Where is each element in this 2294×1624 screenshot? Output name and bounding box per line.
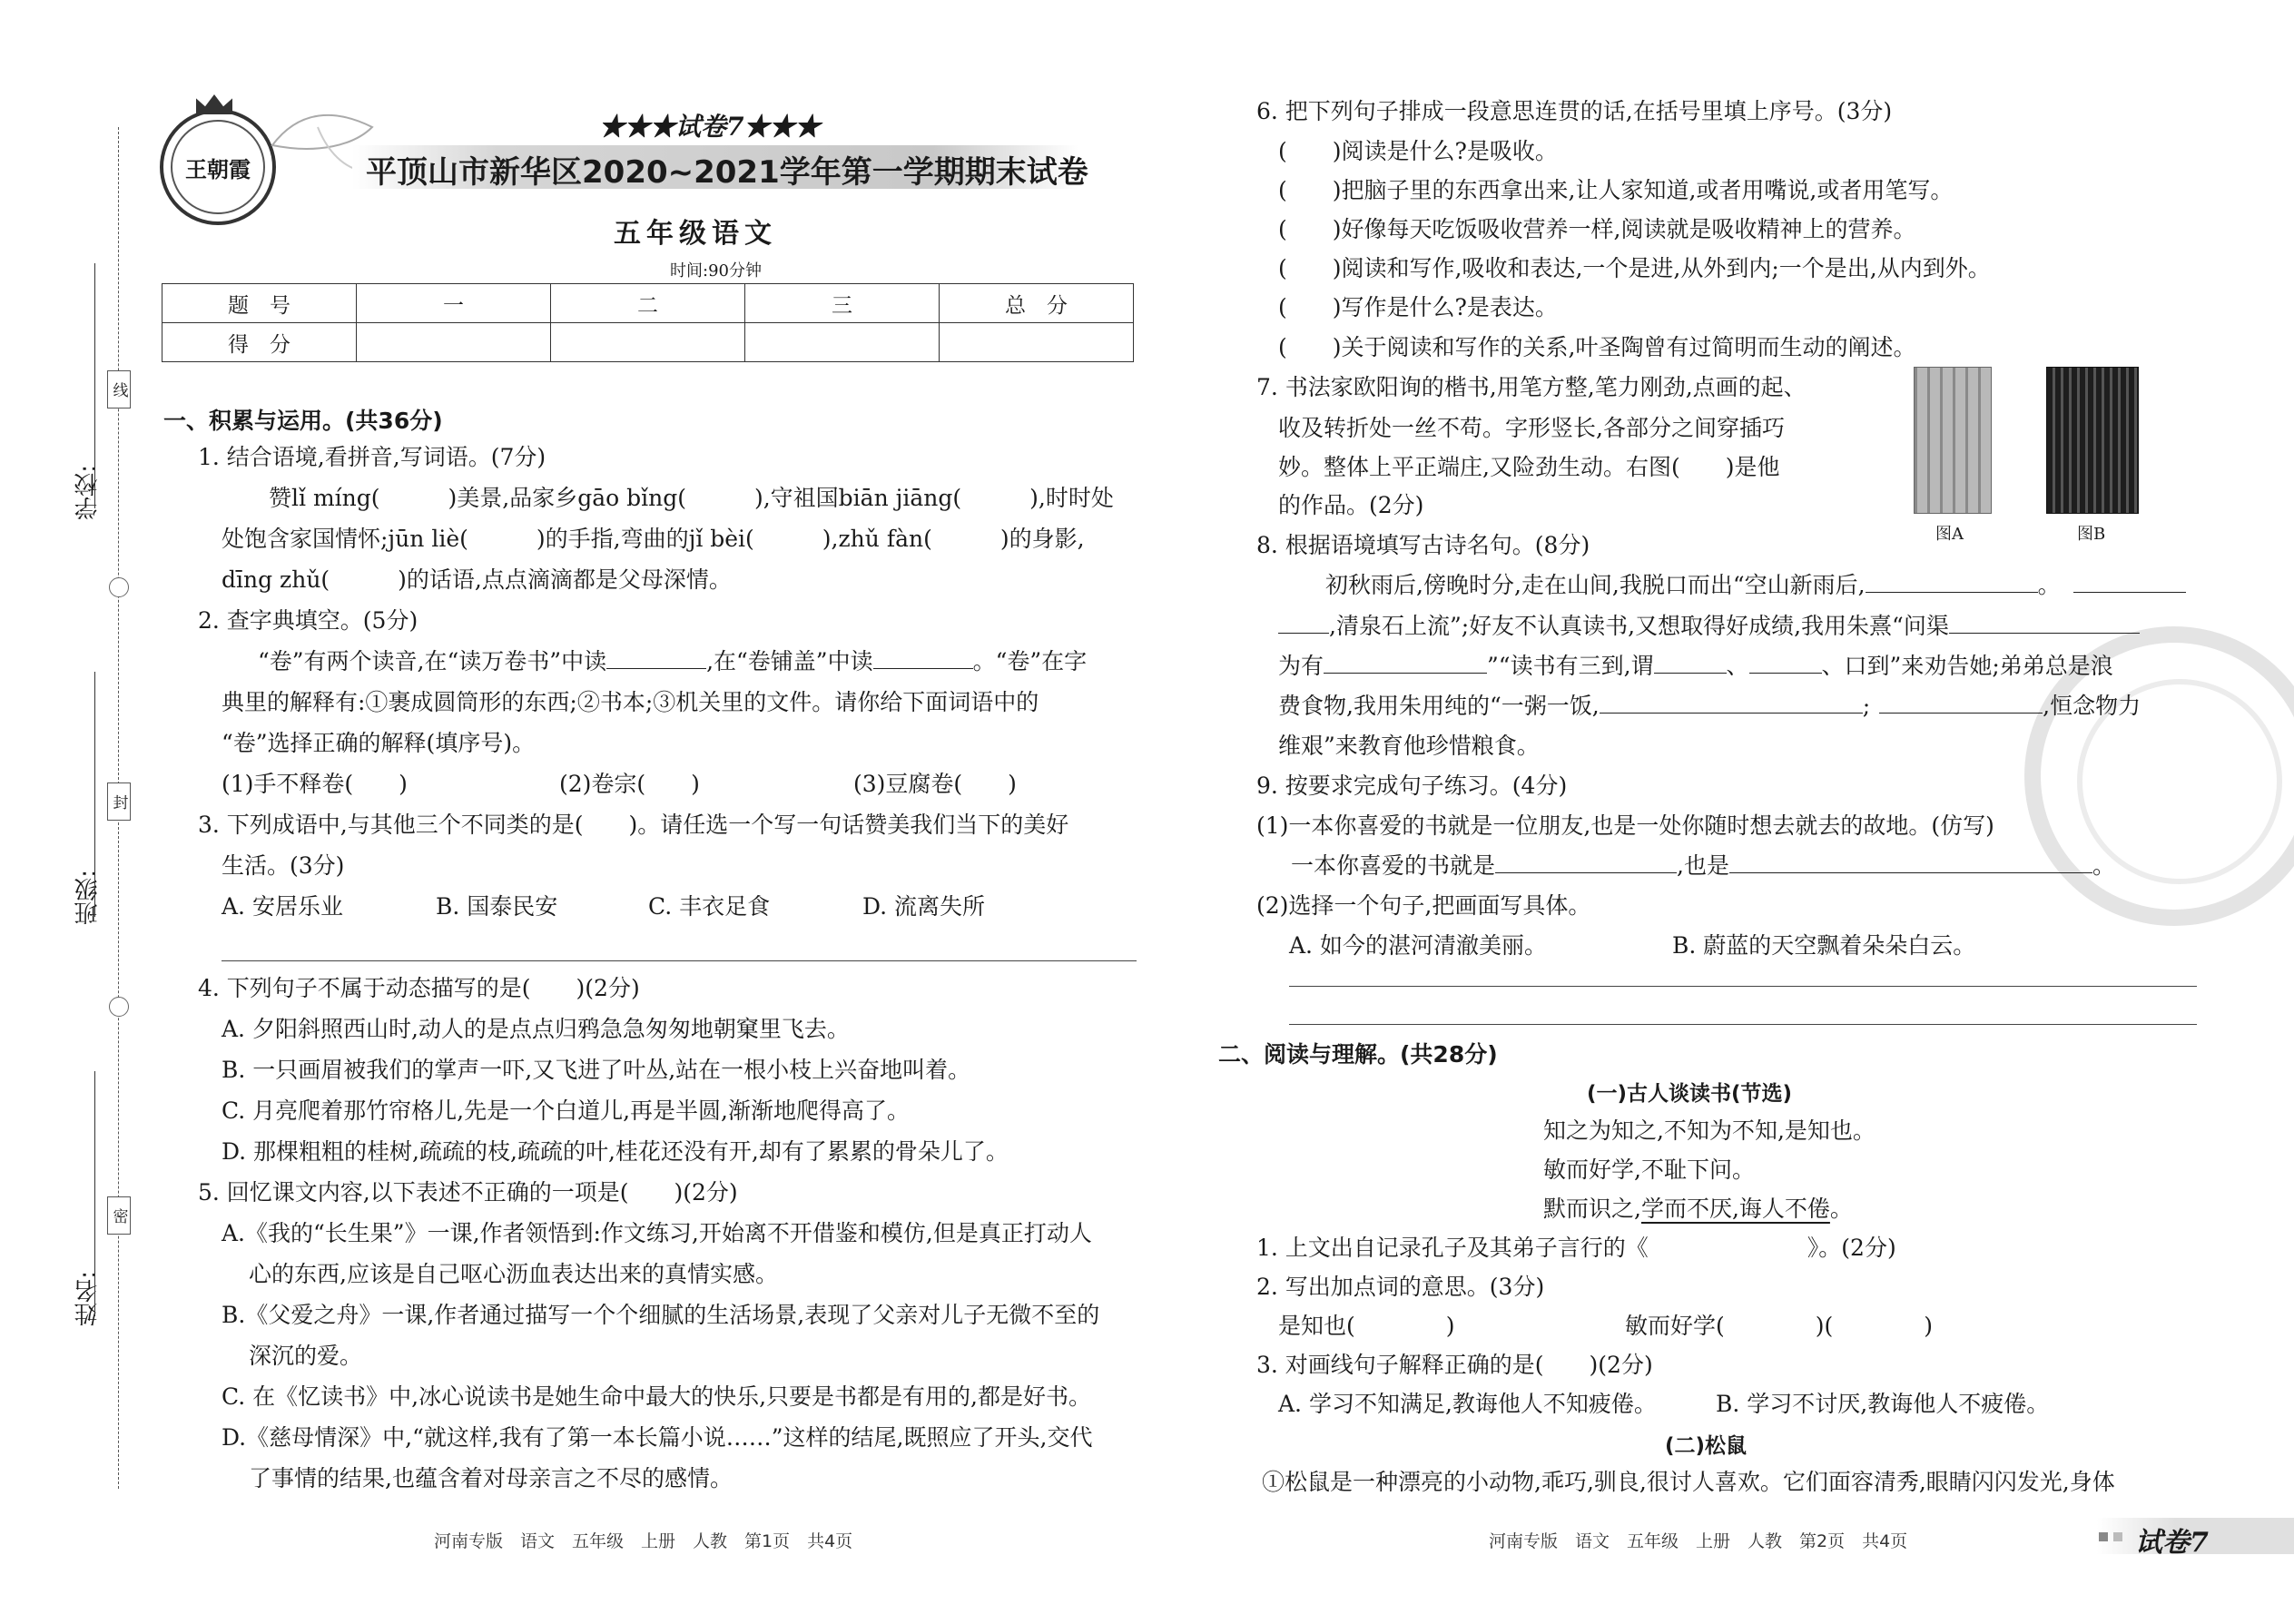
q9-answer-line-2[interactable] bbox=[1289, 1024, 2197, 1025]
q8-line-3-a: 为有 bbox=[1278, 653, 1324, 679]
q7-line-2: 收及转折处一丝不苟。字形竖长,各部分之间穿插巧 bbox=[1278, 415, 1785, 441]
q4-option-b: B. 一只画眉被我们的掌声一吓,又飞进了叶丛,站在一根小枝上兴奋地叫着。 bbox=[222, 1057, 971, 1083]
q2-line-1-a: “卷”有两个读音,在“读万卷书”中读 bbox=[258, 648, 607, 674]
q3-line-2: 生活。(3分) bbox=[222, 852, 345, 879]
seal-mark-seal: 封 bbox=[107, 782, 131, 821]
q3-option-a: A. 安居乐业 bbox=[222, 893, 343, 920]
score-header-cell: 三 bbox=[745, 284, 940, 323]
q5-option-a-2: 心的东西,应该是自己呕心沥血表达出来的真情实感。 bbox=[249, 1261, 778, 1287]
q5-option-b-1: B.《父爱之舟》一课,作者通过描写一个个细腻的生活场景,表现了父亲对儿子无微不至的 bbox=[222, 1302, 1100, 1328]
passage-2-line-1: ①松鼠是一种漂亮的小动物,乖巧,驯良,很讨人喜欢。它们面容清秀,眼睛闪闪发光,身体 bbox=[1262, 1469, 2115, 1495]
q6-item: ( )写作是什么?是表达。 bbox=[1278, 294, 1558, 320]
q1-line-1: 赞lǐ míng( )美景,品家乡gāo bǐng( ),守祖国biān jiāng( ),时时处 bbox=[269, 485, 1114, 511]
q3-answer-line[interactable] bbox=[222, 960, 1137, 961]
reading-q2: 2. 写出加点词的意思。(3分) bbox=[1256, 1274, 1545, 1300]
q2-blank-2[interactable] bbox=[873, 646, 973, 669]
logo-text: 王朝霞 bbox=[171, 120, 265, 214]
q5-option-c: C. 在《忆读书》中,冰心说读书是她生命中最大的快乐,只要是书都是有用的,都是好书。 bbox=[222, 1383, 1091, 1410]
q5-option-d-2: 了事情的结果,也蕴含着对母亲言之不尽的感情。 bbox=[249, 1465, 733, 1491]
score-header-cell: 题 号 bbox=[162, 284, 357, 323]
seal-mark-secret: 密 bbox=[107, 1196, 131, 1235]
name-field-line[interactable] bbox=[94, 1071, 95, 1316]
exam-title: 平顶山市新华区2020~2021学年第一学期期末试卷 bbox=[366, 154, 1088, 191]
q2-line-2: 典里的解释有:①裹成圆筒形的东西;②书本;③机关里的文件。请你给下面词语中的 bbox=[222, 689, 1039, 715]
passage-1-line-3 bbox=[1543, 1194, 1853, 1225]
q2-option-1: (1)手不释卷( ) bbox=[222, 771, 408, 797]
q9-blank-2[interactable] bbox=[1729, 851, 2092, 873]
figure-b-label: 图B bbox=[2077, 525, 2106, 544]
q2-line-1-b: ,在“卷铺盖”中读 bbox=[706, 648, 873, 674]
q2-line-3: “卷”选择正确的解释(填序号)。 bbox=[222, 730, 536, 756]
section-1-heading: 一、积累与运用。(共36分) bbox=[163, 408, 443, 434]
q3-option-b: B. 国泰民安 bbox=[436, 893, 558, 920]
q3-option-d: D. 流离失所 bbox=[862, 893, 986, 920]
q8-line-3-c: 、 bbox=[1726, 653, 1749, 679]
page-tag: 试卷7 bbox=[2135, 1527, 2209, 1559]
q6-item: ( )阅读和写作,吸收和表达,一个是进,从外到内;一个是出,从内到外。 bbox=[1278, 255, 1991, 281]
q4-option-c: C. 月亮爬着那竹帘格儿,先是一个白道儿,再是半圆,渐渐地爬得高了。 bbox=[222, 1097, 910, 1124]
reading-q3-option-a: A. 学习不知满足,教诲他人不知疲倦。 bbox=[1278, 1391, 1657, 1417]
reading-q2-b: 敏而好学( )( ) bbox=[1625, 1313, 1934, 1339]
q8-blank-6[interactable] bbox=[1654, 651, 1727, 674]
subject-title: 五年级语文 bbox=[614, 218, 777, 250]
q8-title: 8. 根据语境填写古诗名句。(8分) bbox=[1256, 532, 1590, 558]
passage-1-line-3-c: 。 bbox=[1829, 1196, 1853, 1222]
binding-ring-1 bbox=[109, 577, 129, 597]
q8-line-4-c: ,恒念物力 bbox=[2043, 693, 2141, 719]
q9-part-1-b: ,也是 bbox=[1677, 852, 1729, 879]
q2-title: 2. 查字典填空。(5分) bbox=[198, 607, 418, 634]
q3-option-c: C. 丰衣足食 bbox=[648, 893, 771, 920]
crown-icon bbox=[196, 94, 232, 114]
q8-blank-7[interactable] bbox=[1749, 651, 1822, 674]
q8-line-4-a: 费食物,我用朱用纯的“一粥一饭, bbox=[1278, 693, 1600, 719]
calligraphy-figure-b bbox=[2046, 367, 2139, 514]
reading-q3: 3. 对画线句子解释正确的是( )(2分) bbox=[1256, 1352, 1653, 1378]
q3-line-1: 3. 下列成语中,与其他三个不同类的是( )。请任选一个写一句话赞美我们当下的美好 bbox=[198, 812, 1069, 838]
q5-option-b-2: 深沉的爱。 bbox=[249, 1343, 363, 1369]
q5-option-a-1: A.《我的“长生果”》一课,作者领悟到:作文练习,开始离不开借鉴和模仿,但是真正打动人 bbox=[222, 1220, 1092, 1246]
q8-blank-1[interactable] bbox=[1866, 570, 2038, 593]
score-cell[interactable] bbox=[551, 323, 745, 362]
q8-line-3-b: ”“读书有三到,谓 bbox=[1487, 653, 1654, 679]
score-header-cell: 一 bbox=[357, 284, 551, 323]
q2-blank-1[interactable] bbox=[606, 646, 706, 669]
reading-q2-a: 是知也( ) bbox=[1278, 1313, 1455, 1339]
reading-q1: 1. 上文出自记录孔子及其弟子言行的《 》。(2分) bbox=[1256, 1235, 1896, 1261]
q2-line-1-c: 。“卷”在字 bbox=[972, 648, 1088, 674]
calligraphy-figure-a bbox=[1914, 367, 1992, 514]
passage-1-line-3-a: 默而识之, bbox=[1543, 1196, 1641, 1222]
score-cell[interactable] bbox=[940, 323, 1134, 362]
binding-ring-2 bbox=[109, 997, 129, 1017]
q8-line-4-b: ; bbox=[1862, 693, 1871, 719]
q2-option-3: (3)豆腐卷( ) bbox=[853, 771, 1017, 797]
score-table bbox=[162, 283, 1134, 362]
q8-blank-3[interactable] bbox=[1278, 611, 1329, 634]
q7-line-4: 的作品。(2分) bbox=[1278, 492, 1424, 518]
exam-time: 时间:90分钟 bbox=[670, 261, 762, 281]
q8-line-2 bbox=[1278, 611, 2140, 642]
q4-option-d: D. 那棵粗粗的桂树,疏疏的枝,疏疏的叶,桂花还没有开,却有了累累的骨朵儿了。 bbox=[222, 1138, 1009, 1165]
passage-2-title: (二)松鼠 bbox=[1665, 1434, 1748, 1458]
q8-blank-4[interactable] bbox=[1949, 611, 2140, 634]
footer-right: 河南专版 语文 五年级 上册 人教 第2页 共4页 bbox=[1489, 1531, 1908, 1551]
score-header-cell: 二 bbox=[551, 284, 745, 323]
q1-title: 1. 结合语境,看拼音,写词语。(7分) bbox=[198, 444, 546, 470]
q9-title: 9. 按要求完成句子练习。(4分) bbox=[1256, 773, 1568, 799]
reading-q3-option-b: B. 学习不讨厌,教诲他人不疲倦。 bbox=[1716, 1391, 2050, 1417]
q1-line-3: dīng zhǔ( )的话语,点点滴滴都是父母深情。 bbox=[222, 566, 732, 593]
q7-line-3: 妙。整体上平正端庄,又险劲生动。右图( )是他 bbox=[1278, 454, 1780, 480]
q4-title: 4. 下列句子不属于动态描写的是( )(2分) bbox=[198, 975, 640, 1001]
q8-blank-8[interactable] bbox=[1600, 691, 1863, 714]
q5-option-d-1: D.《慈母情深》中,“就这样,我有了第一本长篇小说……”这样的结尾,既照应了开头,交代 bbox=[222, 1424, 1093, 1451]
score-cell[interactable] bbox=[745, 323, 940, 362]
q8-line-1: 初秋雨后,傍晚时分,走在山间,我脱口而出“空山新雨后, 。 bbox=[1325, 570, 2186, 601]
passage-1-line-2: 敏而好学,不耻下问。 bbox=[1543, 1156, 1755, 1183]
score-table-score-row bbox=[162, 323, 1134, 362]
class-field-line[interactable] bbox=[94, 672, 95, 917]
q9-blank-1[interactable] bbox=[1495, 851, 1677, 873]
q6-item: ( )关于阅读和写作的关系,叶圣陶曾有过简明而生动的阐述。 bbox=[1278, 334, 1916, 360]
score-header-cell: 总 分 bbox=[940, 284, 1134, 323]
footer-left: 河南专版 语文 五年级 上册 人教 第1页 共4页 bbox=[434, 1531, 853, 1551]
page-tag-square-icon bbox=[2113, 1532, 2122, 1541]
passage-1-title: (一)古人谈读书(节选) bbox=[1587, 1082, 1793, 1106]
q8-blank-9[interactable] bbox=[1879, 691, 2043, 714]
school-label: 学校: bbox=[74, 465, 102, 520]
passage-1-line-1: 知之为知之,不知为不知,是知也。 bbox=[1543, 1117, 1876, 1144]
passage-1-underlined-sentence: 学而不厌,诲人不倦 bbox=[1640, 1196, 1830, 1222]
q8-line-5: 维艰”来教育他珍惜粮食。 bbox=[1278, 733, 1540, 759]
score-row-label: 得 分 bbox=[162, 323, 357, 362]
q5-title: 5. 回忆课文内容,以下表述不正确的一项是( )(2分) bbox=[198, 1179, 738, 1206]
school-field-line[interactable] bbox=[94, 263, 95, 508]
figure-a-label: 图A bbox=[1935, 525, 1964, 544]
q4-option-a: A. 夕阳斜照西山时,动人的是点点归鸦急急匆匆地朝窠里飞去。 bbox=[222, 1016, 850, 1042]
seal-mark-line: 线 bbox=[107, 370, 131, 408]
q9-part-1: (1)一本你喜爱的书就是一位朋友,也是一处你随时想去就去的故地。(仿写) bbox=[1256, 812, 1994, 839]
q9-part-1-answer: 一本你喜爱的书就是 ,也是 。 bbox=[1291, 852, 2115, 879]
name-label: 姓名: bbox=[74, 1271, 102, 1326]
q8-line-1-text: 初秋雨后,傍晚时分,走在山间,我脱口而出“空山新雨后, bbox=[1325, 572, 1866, 598]
q8-line-2-text: ,清泉石上流”;好友不认真读书,又想取得好成绩,我用朱熹“问渠 bbox=[1329, 613, 1949, 639]
q9-part-1-a: 一本你喜爱的书就是 bbox=[1291, 852, 1496, 879]
q7-line-1: 7. 书法家欧阳询的楷书,用笔方整,笔力刚劲,点画的起、 bbox=[1256, 374, 1807, 400]
q6-item: ( )把脑子里的东西拿出来,让人家知道,或者用嘴说,或者用笔写。 bbox=[1278, 177, 1954, 203]
section-2-heading: 二、阅读与理解。(共28分) bbox=[1218, 1041, 1498, 1068]
q2-line-1 bbox=[258, 646, 1087, 677]
q8-line-4 bbox=[1278, 691, 2141, 722]
page-tag-square-icon bbox=[2099, 1532, 2108, 1541]
q6-item: ( )阅读是什么?是吸收。 bbox=[1278, 138, 1558, 164]
publisher-logo bbox=[160, 109, 276, 225]
score-cell[interactable] bbox=[357, 323, 551, 362]
q2-option-2: (2)卷宗( ) bbox=[559, 771, 700, 797]
q1-line-2: 处饱含家国情怀;jūn liè( )的手指,弯曲的jǐ bèi( ),zhǔ fàn( )的身影, bbox=[222, 526, 1085, 552]
q8-line-3-d: 、口到”来劝告她;弟弟总是浪 bbox=[1821, 653, 2113, 679]
q9-answer-line-1[interactable] bbox=[1289, 986, 2197, 987]
q8-blank-2[interactable] bbox=[2073, 570, 2186, 593]
class-label: 班级: bbox=[74, 870, 102, 925]
q6-title: 6. 把下列句子排成一段意思连贯的话,在括号里填上序号。(3分) bbox=[1256, 98, 1893, 124]
score-table-header-row bbox=[162, 284, 1134, 323]
q9-part-2: (2)选择一个句子,把画面写具体。 bbox=[1256, 892, 1591, 919]
q6-item: ( )好像每天吃饭吸收营养一样,阅读就是吸收精神上的营养。 bbox=[1278, 216, 1916, 242]
q8-blank-5[interactable] bbox=[1324, 651, 1487, 674]
q9-part-2-option-b: B. 蔚蓝的天空飘着朵朵白云。 bbox=[1672, 932, 1976, 959]
exam-badge: ★★★试卷7★★★ bbox=[599, 112, 821, 142]
q8-line-3 bbox=[1278, 651, 2113, 682]
q9-part-2-option-a: A. 如今的湛河清澈美丽。 bbox=[1289, 932, 1547, 959]
